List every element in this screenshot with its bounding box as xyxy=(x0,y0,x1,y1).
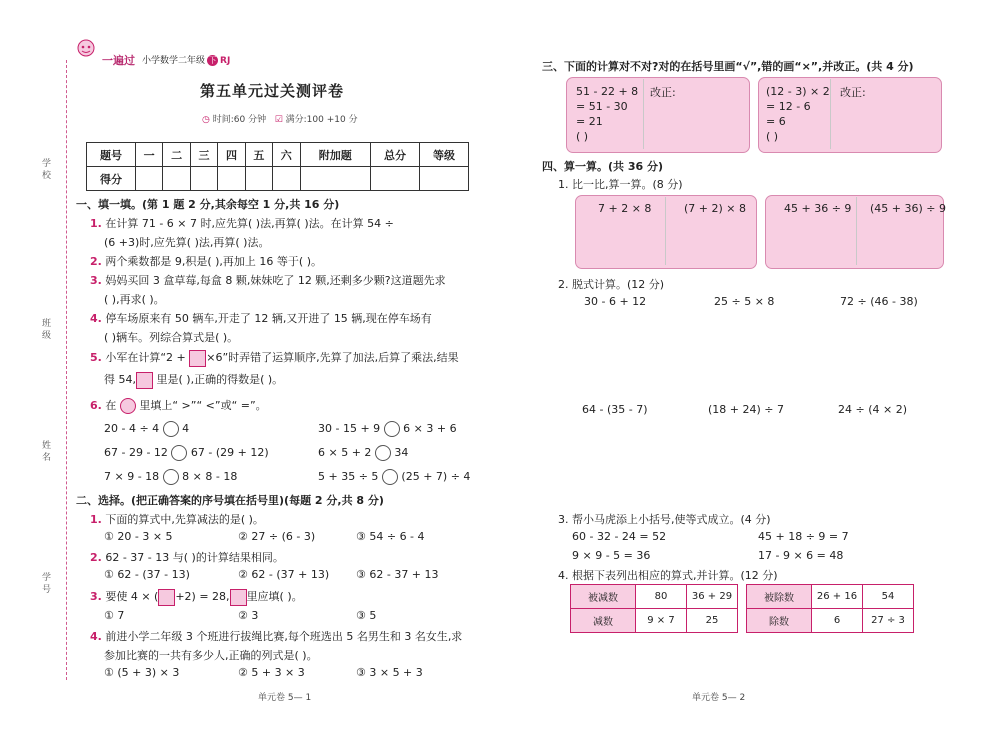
choice-q2: 2. 62 - 37 - 13 与( )的计算结果相同。 xyxy=(90,551,284,564)
bracket-item[interactable]: 17 - 9 × 6 = 48 xyxy=(758,549,844,562)
subject-label: 小学数学二年级 下 RJ xyxy=(142,56,231,66)
choice-option[interactable]: ③ 3 × 5 + 3 xyxy=(356,666,423,679)
brand-name: 一遍过 xyxy=(102,54,135,67)
choice-q3: 3. 要使 4 × ( +2) = 28, 里应填( )。 xyxy=(90,588,303,606)
calc-item: 25 ÷ 5 × 8 xyxy=(714,295,775,308)
side-label-name: 姓名 xyxy=(40,440,50,464)
bracket-item[interactable]: 9 × 9 - 5 = 36 xyxy=(572,549,651,562)
table-row: 被减数 80 36 + 29 xyxy=(571,585,738,609)
q2-line: 2. 两个乘数都是 9,积是( ),再加上 16 等于( )。 xyxy=(90,255,322,268)
calc-item: 72 ÷ (46 - 38) xyxy=(840,295,918,308)
binding-line xyxy=(66,60,67,680)
answer-box[interactable] xyxy=(136,372,153,389)
choice-option[interactable]: ③ 62 - 37 + 13 xyxy=(356,568,439,581)
choice-option[interactable]: ③ 54 ÷ 6 - 4 xyxy=(356,530,425,543)
sub-1-title: 1. 比一比,算一算。(8 分) xyxy=(558,178,683,191)
compare-circle[interactable] xyxy=(384,421,400,437)
answer-box[interactable] xyxy=(230,589,247,606)
bracket-item[interactable]: 45 + 18 ÷ 9 = 7 xyxy=(758,530,849,543)
table-row: 除数 6 27 ÷ 3 xyxy=(747,609,914,633)
calc-item: (7 + 2) × 8 xyxy=(684,202,746,215)
choice-option[interactable]: ① (5 + 3) × 3 xyxy=(104,666,180,679)
choice-option[interactable]: ② 27 ÷ (6 - 3) xyxy=(238,530,316,543)
clock-icon: ◷ xyxy=(202,115,210,125)
fix-label-1: 改正: xyxy=(650,86,676,99)
calc-item: 30 - 6 + 12 xyxy=(584,295,647,308)
sub-2-title: 2. 脱式计算。(12 分) xyxy=(558,278,665,291)
choice-option[interactable]: ③ 5 xyxy=(356,609,377,622)
division-table xyxy=(746,584,914,633)
compare-circle[interactable] xyxy=(382,469,398,485)
compare-circle[interactable] xyxy=(163,469,179,485)
choice-option[interactable]: ② 3 xyxy=(238,609,259,622)
compare-circle[interactable] xyxy=(163,421,179,437)
calc-item: (18 + 24) ÷ 7 xyxy=(708,403,784,416)
page-footer-right: 单元卷 5— 2 xyxy=(692,693,746,703)
right-page xyxy=(500,0,1000,735)
brand-logo xyxy=(72,38,100,63)
compare-row: 5 + 35 ÷ 5 (25 + 7) ÷ 4 xyxy=(318,470,471,483)
side-label-id: 学号 xyxy=(40,572,50,596)
side-label-class: 班级 xyxy=(40,318,50,342)
table-row: 被除数 26 + 16 54 xyxy=(747,585,914,609)
compare-row: 20 - 4 ÷ 4 4 xyxy=(104,422,190,435)
choice-q4-line-1: 4. 前进小学二年级 3 个班进行拔绳比赛,每个班选出 5 名男生和 3 名女生,求 xyxy=(90,630,463,643)
table-row: 减数 9 × 7 25 xyxy=(571,609,738,633)
q3-line-2: ( ),再求( )。 xyxy=(104,293,165,306)
exam-info: ◷ 时间:60 分钟 ☑ 满分:100 +10 分 xyxy=(202,115,358,125)
choice-q4-line-2: 参加比赛的一共有多少人,正确的列式是( )。 xyxy=(104,649,318,662)
choice-q1: 1. 下面的算式中,先算减法的是( )。 xyxy=(90,513,264,526)
score-table-header-row: 题号 一 二 三 四 五 六 附加题 总分 等级 xyxy=(87,143,469,167)
score-table-score-row: 得分 xyxy=(87,167,469,191)
q6-line: 6. 在 里填上“ >”“ <”或“ =”。 xyxy=(90,399,267,412)
q1-line-1: 1. 在计算 71 - 6 × 7 时,应先算( )法,再算( )法。在计算 54 ÷ xyxy=(90,217,394,230)
calc-item: (45 + 36) ÷ 9 xyxy=(870,202,946,215)
bracket-item[interactable]: 60 - 32 - 24 = 52 xyxy=(572,530,667,543)
sub-3-title: 3. 帮小马虎添上小括号,使等式成立。(4 分) xyxy=(558,513,771,526)
q3-line-1: 3. 妈妈买回 3 盒草莓,每盒 8 颗,妹妹吃了 12 颗,还剩多少颗?这道题先求 xyxy=(90,274,446,287)
section-4-title: 四、算一算。(共 36 分) xyxy=(542,160,664,173)
choice-option[interactable]: ② 62 - (37 + 13) xyxy=(238,568,330,581)
circle-icon xyxy=(120,398,136,414)
check-calc-1: 51 - 22 + 8 = 51 - 30 = 21 ( ) xyxy=(576,85,639,143)
choice-option[interactable]: ① 7 xyxy=(104,609,125,622)
choice-option[interactable]: ① 20 - 3 × 5 xyxy=(104,530,173,543)
compare-row: 6 × 5 + 2 34 xyxy=(318,446,409,459)
subtraction-table xyxy=(570,584,738,633)
choice-option[interactable]: ② 5 + 3 × 3 xyxy=(238,666,305,679)
side-label-school: 学校 xyxy=(40,158,50,182)
check-calc-2: (12 - 3) × 2 = 12 - 6 = 6 ( ) xyxy=(766,85,830,143)
page-title: 第五单元过关测评卷 xyxy=(200,82,345,100)
answer-box[interactable] xyxy=(189,350,206,367)
q1-line-2: (6 +3)时,应先算( )法,再算( )法。 xyxy=(104,236,270,249)
q5-line-1: 5. 小军在计算“2 + ×6”时弄错了运算顺序,先算了加法,后算了乘法,结果 xyxy=(90,349,459,367)
score-table xyxy=(86,142,469,191)
compare-row: 30 - 15 + 9 6 × 3 + 6 xyxy=(318,422,457,435)
compare-row: 67 - 29 - 12 67 - (29 + 12) xyxy=(104,446,269,459)
q4-line-2: ( )辆车。列综合算式是( )。 xyxy=(104,331,239,344)
fix-label-2: 改正: xyxy=(840,86,866,99)
section-3-title: 三、下面的计算对不对?对的在括号里画“√”,错的画“×”,并改正。(共 4 分) xyxy=(542,60,914,73)
compare-row: 7 × 9 - 18 8 × 8 - 18 xyxy=(104,470,238,483)
calc-item: 45 + 36 ÷ 9 xyxy=(784,202,852,215)
compare-circle[interactable] xyxy=(171,445,187,461)
page-footer-left: 单元卷 5— 1 xyxy=(258,693,312,703)
check-box-icon: ☑ xyxy=(274,115,283,125)
choice-option[interactable]: ① 62 - (37 - 13) xyxy=(104,568,190,581)
sub-4-title: 4. 根据下表列出相应的算式,并计算。(12 分) xyxy=(558,569,778,582)
mascot-icon xyxy=(72,38,100,60)
section-2-title: 二、选择。(把正确答案的序号填在括号里)(每题 2 分,共 8 分) xyxy=(76,494,384,507)
section-1-title: 一、填一填。(第 1 题 2 分,其余每空 1 分,共 16 分) xyxy=(76,198,340,211)
calc-item: 24 ÷ (4 × 2) xyxy=(838,403,907,416)
q4-line-1: 4. 停车场原来有 50 辆车,开走了 12 辆,又开进了 15 辆,现在停车场有 xyxy=(90,312,432,325)
answer-box[interactable] xyxy=(158,589,175,606)
q5-line-2: 得 54, 里是( ),正确的得数是( )。 xyxy=(104,371,283,389)
calc-item: 7 + 2 × 8 xyxy=(598,202,652,215)
compare-circle[interactable] xyxy=(375,445,391,461)
calc-item: 64 - (35 - 7) xyxy=(582,403,648,416)
